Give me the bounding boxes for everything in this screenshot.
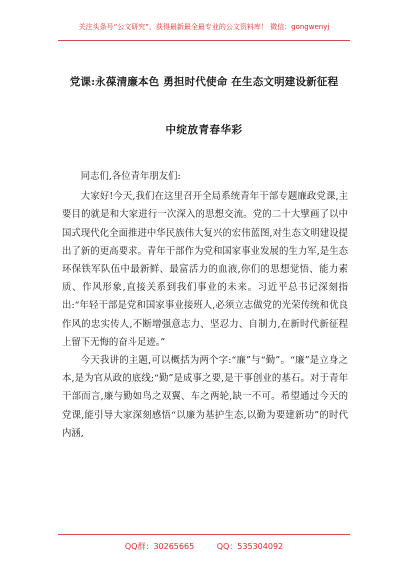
document-subtitle: 中绽放青春华彩 [165, 124, 243, 136]
document-title: 党课:永葆清廉本色 勇担时代使命 在生态文明建设新征程 [69, 76, 339, 88]
footer [0, 541, 408, 552]
header-banner: 关注头条号“公文研究”，获得最新最全最专业的公文资料库！ 微信：gongwenyj [78, 23, 330, 31]
salutation: 同志们,各位青年朋友们: [80, 171, 181, 182]
footer-divider [58, 534, 350, 535]
footer-qq-group: QQ群：30265665 [124, 542, 195, 551]
paragraph-1: 大家好!今天,我们在这里召开全局系统青年干部专题廉政党课,主要目的就是和大家进行一次深入的思想交流。党的二十大擘画了以中国式现代化全面推进中华民族伟大复兴的宏伟蓝图,对生态文明建设提出了新的更高要求。青年干部作为党和国家事业发展的生力军,是生态环保铁军队伍中最新鲜、最富活力的血液,你们的思想觉悟、能力素质、作风形象,直接关系到我们事业的未来。习近平总书记深刻指出:“年轻干部是党和国家事业接班人,必须立志做党的光荣传统和优良作风的忠实传人,不断增强意志力、坚忍力、自制力,在新时代新征程上留下无悔的奋斗足迹。” [62, 191, 348, 348]
document-body [62, 168, 348, 443]
header-divider [58, 40, 350, 41]
paragraph-2: 今天我讲的主题,可以概括为两个字:“廉”与“勤”。“廉”是立身之本,是为官从政的底线;“勤”是成事之要,是干事创业的基石。对于青年干部而言,廉与勤如鸟之双翼、车之两轮,缺一不可。希望通过今天的党课,能引导大家深刻感悟“以廉为基护生态,以勤为要建新功”的时代内涵, [62, 355, 348, 439]
footer-qq: QQ：535304092 [216, 542, 284, 551]
